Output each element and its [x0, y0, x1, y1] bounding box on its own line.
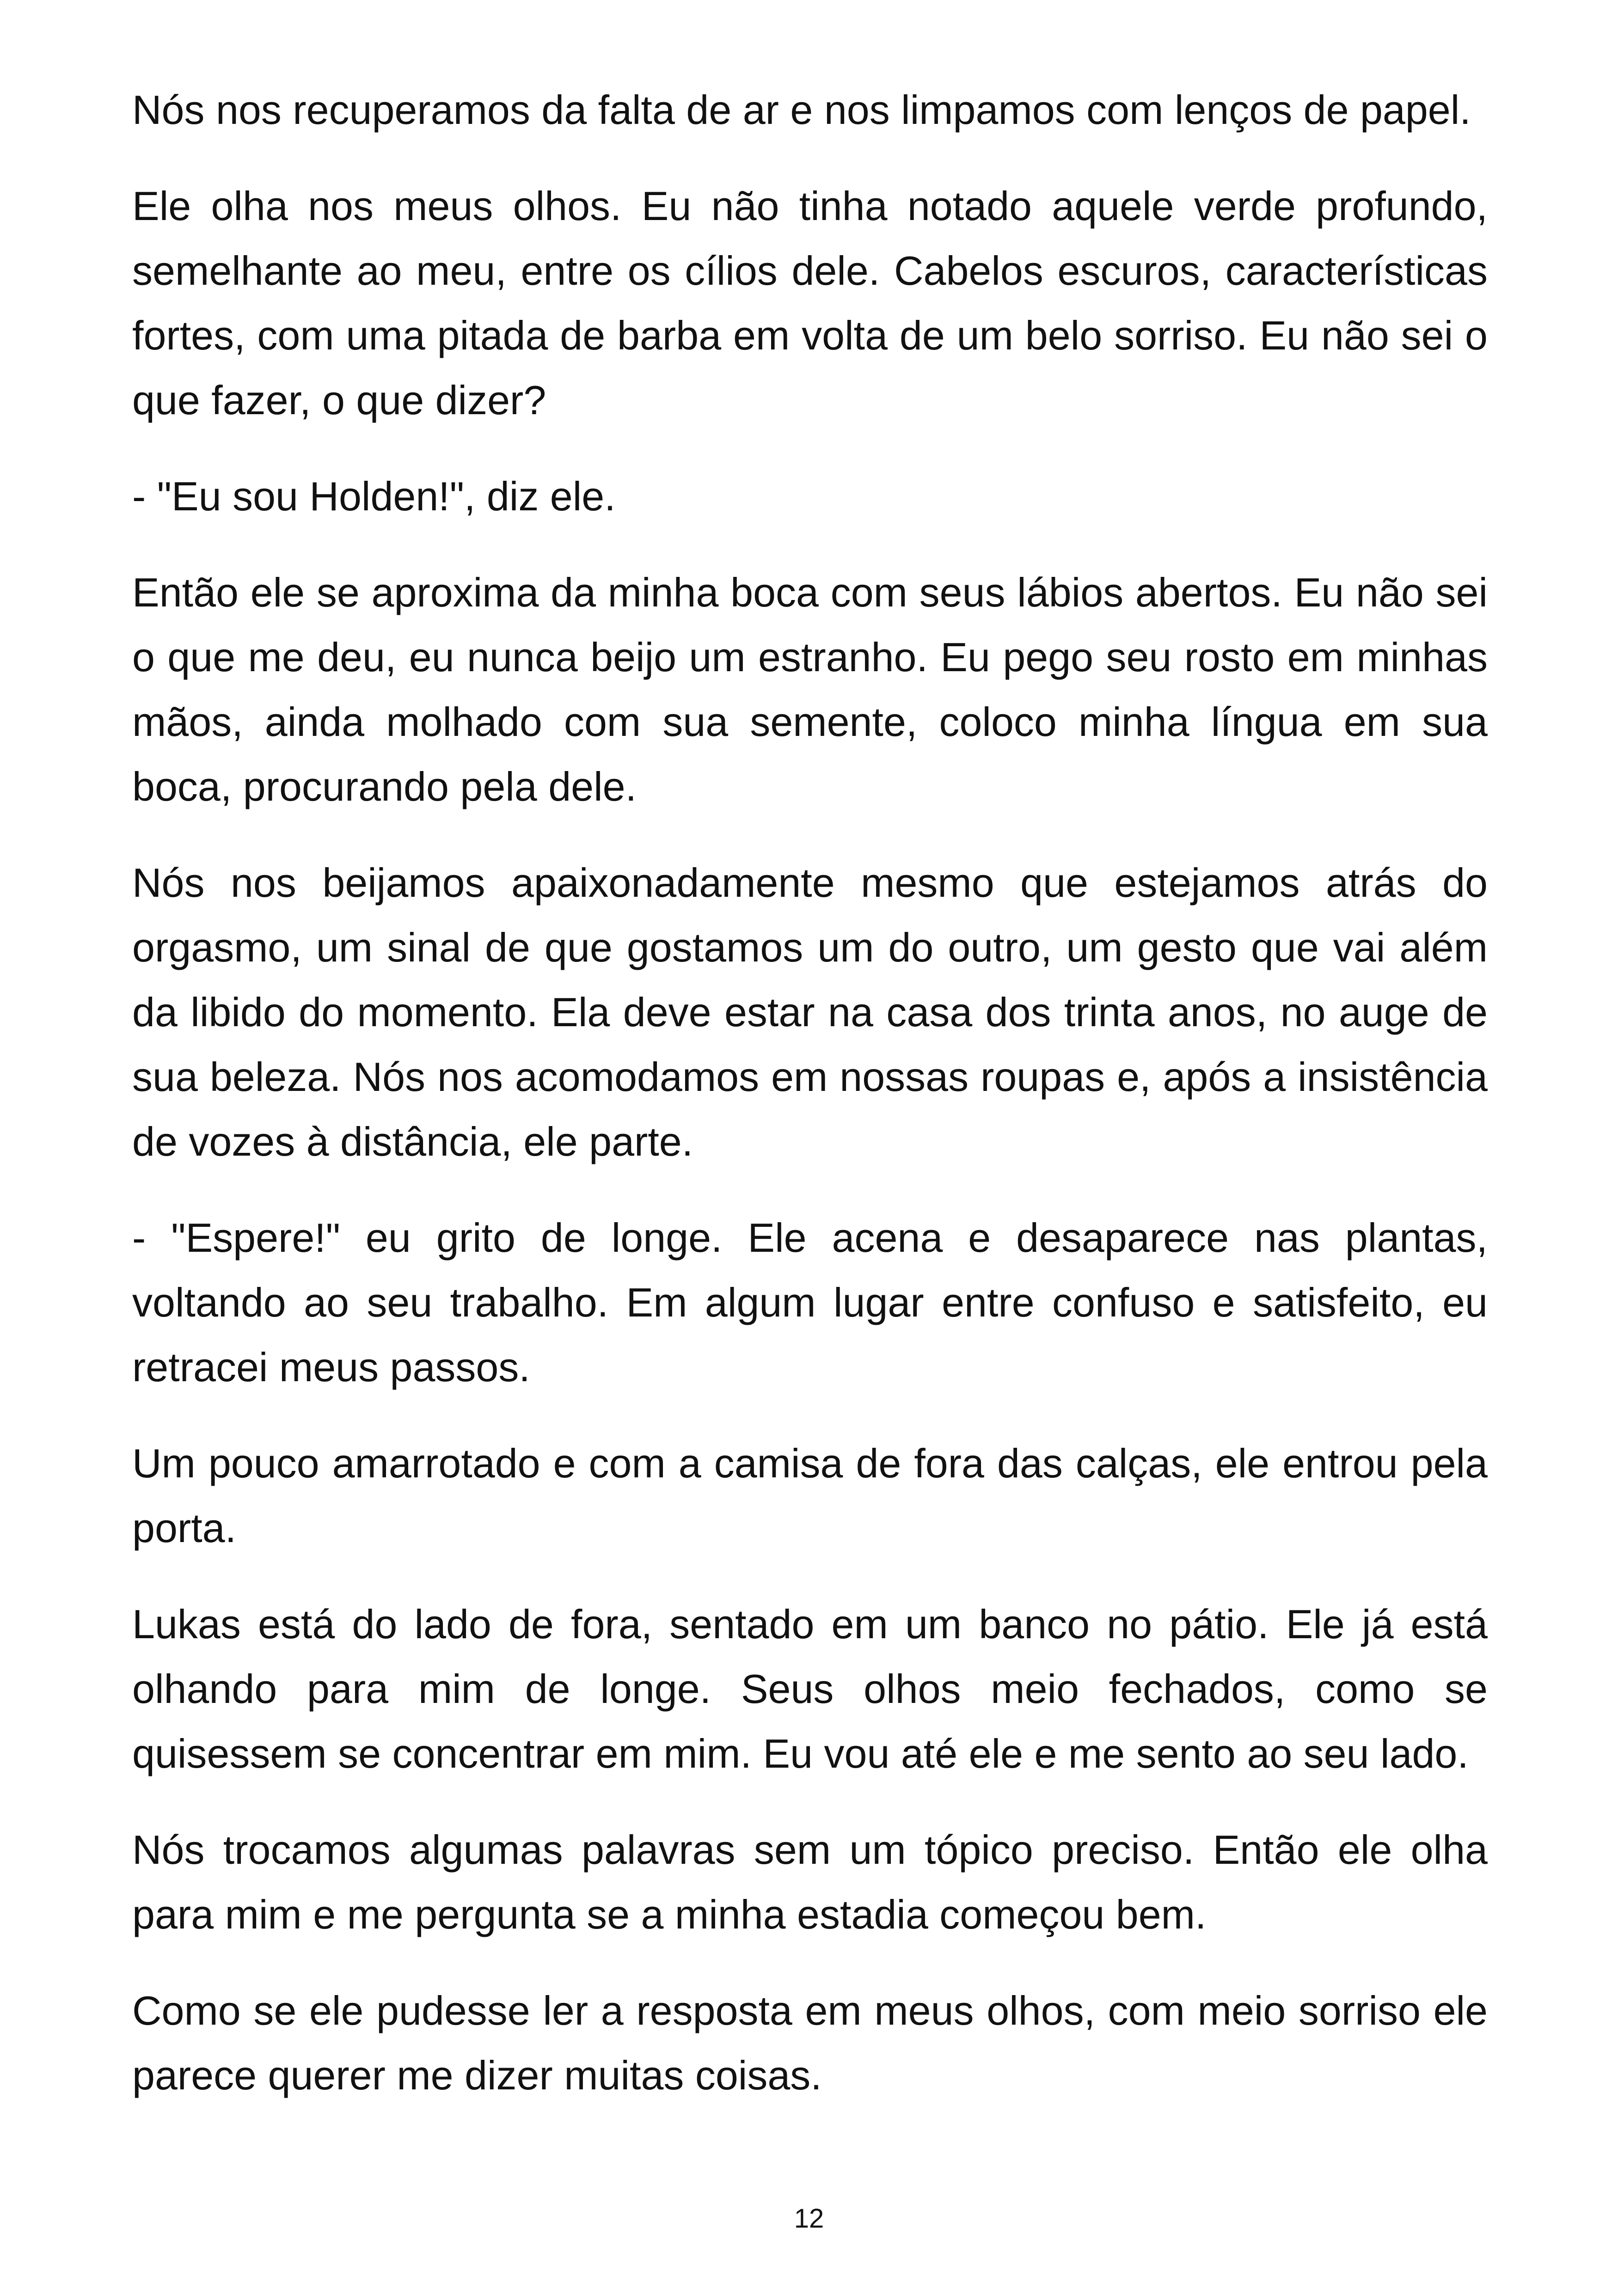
paragraph: Como se ele pudesse ler a resposta em meus olhos, com meio sorriso ele parece querer me dizer muitas coisas. — [132, 1988, 1488, 2098]
paragraph: Então ele se aproxima da minha boca com seus lábios abertos. Eu não sei o que me deu, eu nunca beijo um estranho. Eu pego seu rosto em minhas mãos, ainda molhado com sua semente, coloco minha língua em sua boca, procurando pela dele. — [132, 569, 1488, 809]
paragraph: Nós trocamos algumas palavras sem um tópico preciso. Então ele olha para mim e me pergunta se a minha estadia começou bem. — [132, 1827, 1488, 1937]
paragraph: Lukas está do lado de fora, sentado em um banco no pátio. Ele já está olhando para mim de longe. Seus olhos meio fechados, como se quisessem se concentrar em mim. Eu vou até ele e me sento ao seu lado. — [132, 1601, 1488, 1776]
paragraph: Nós nos beijamos apaixonadamente mesmo que estejamos atrás do orgasmo, um sinal de que gostamos um do outro, um gesto que vai além da libido do momento. Ela deve estar na casa dos trinta anos, no auge de sua beleza. Nós nos acomodamos em nossas roupas e, após a insistência de vozes à distância, ele parte. — [132, 860, 1488, 1164]
paragraph: Nós nos recuperamos da falta de ar e nos limpamos com lenços de papel. — [132, 87, 1471, 133]
paragraph-dialogue: - "Eu sou Holden!", diz ele. — [132, 473, 616, 519]
paragraph: Um pouco amarrotado e com a camisa de fora das calças, ele entrou pela porta. — [132, 1440, 1488, 1551]
document-body — [132, 78, 1488, 2139]
page-number: 12 — [794, 2204, 824, 2234]
paragraph: Ele olha nos meus olhos. Eu não tinha notado aquele verde profundo, semelhante ao meu, entre os cílios dele. Cabelos escuros, características fortes, com uma pitada de barba em volta de um belo sorriso. Eu não sei o que fazer, o que dizer? — [132, 183, 1488, 423]
paragraph-dialogue: - "Espere!" eu grito de longe. Ele acena e desaparece nas plantas, voltando ao seu trabalho. Em algum lugar entre confuso e satisfeito, eu retracei meus passos. — [132, 1215, 1488, 1390]
